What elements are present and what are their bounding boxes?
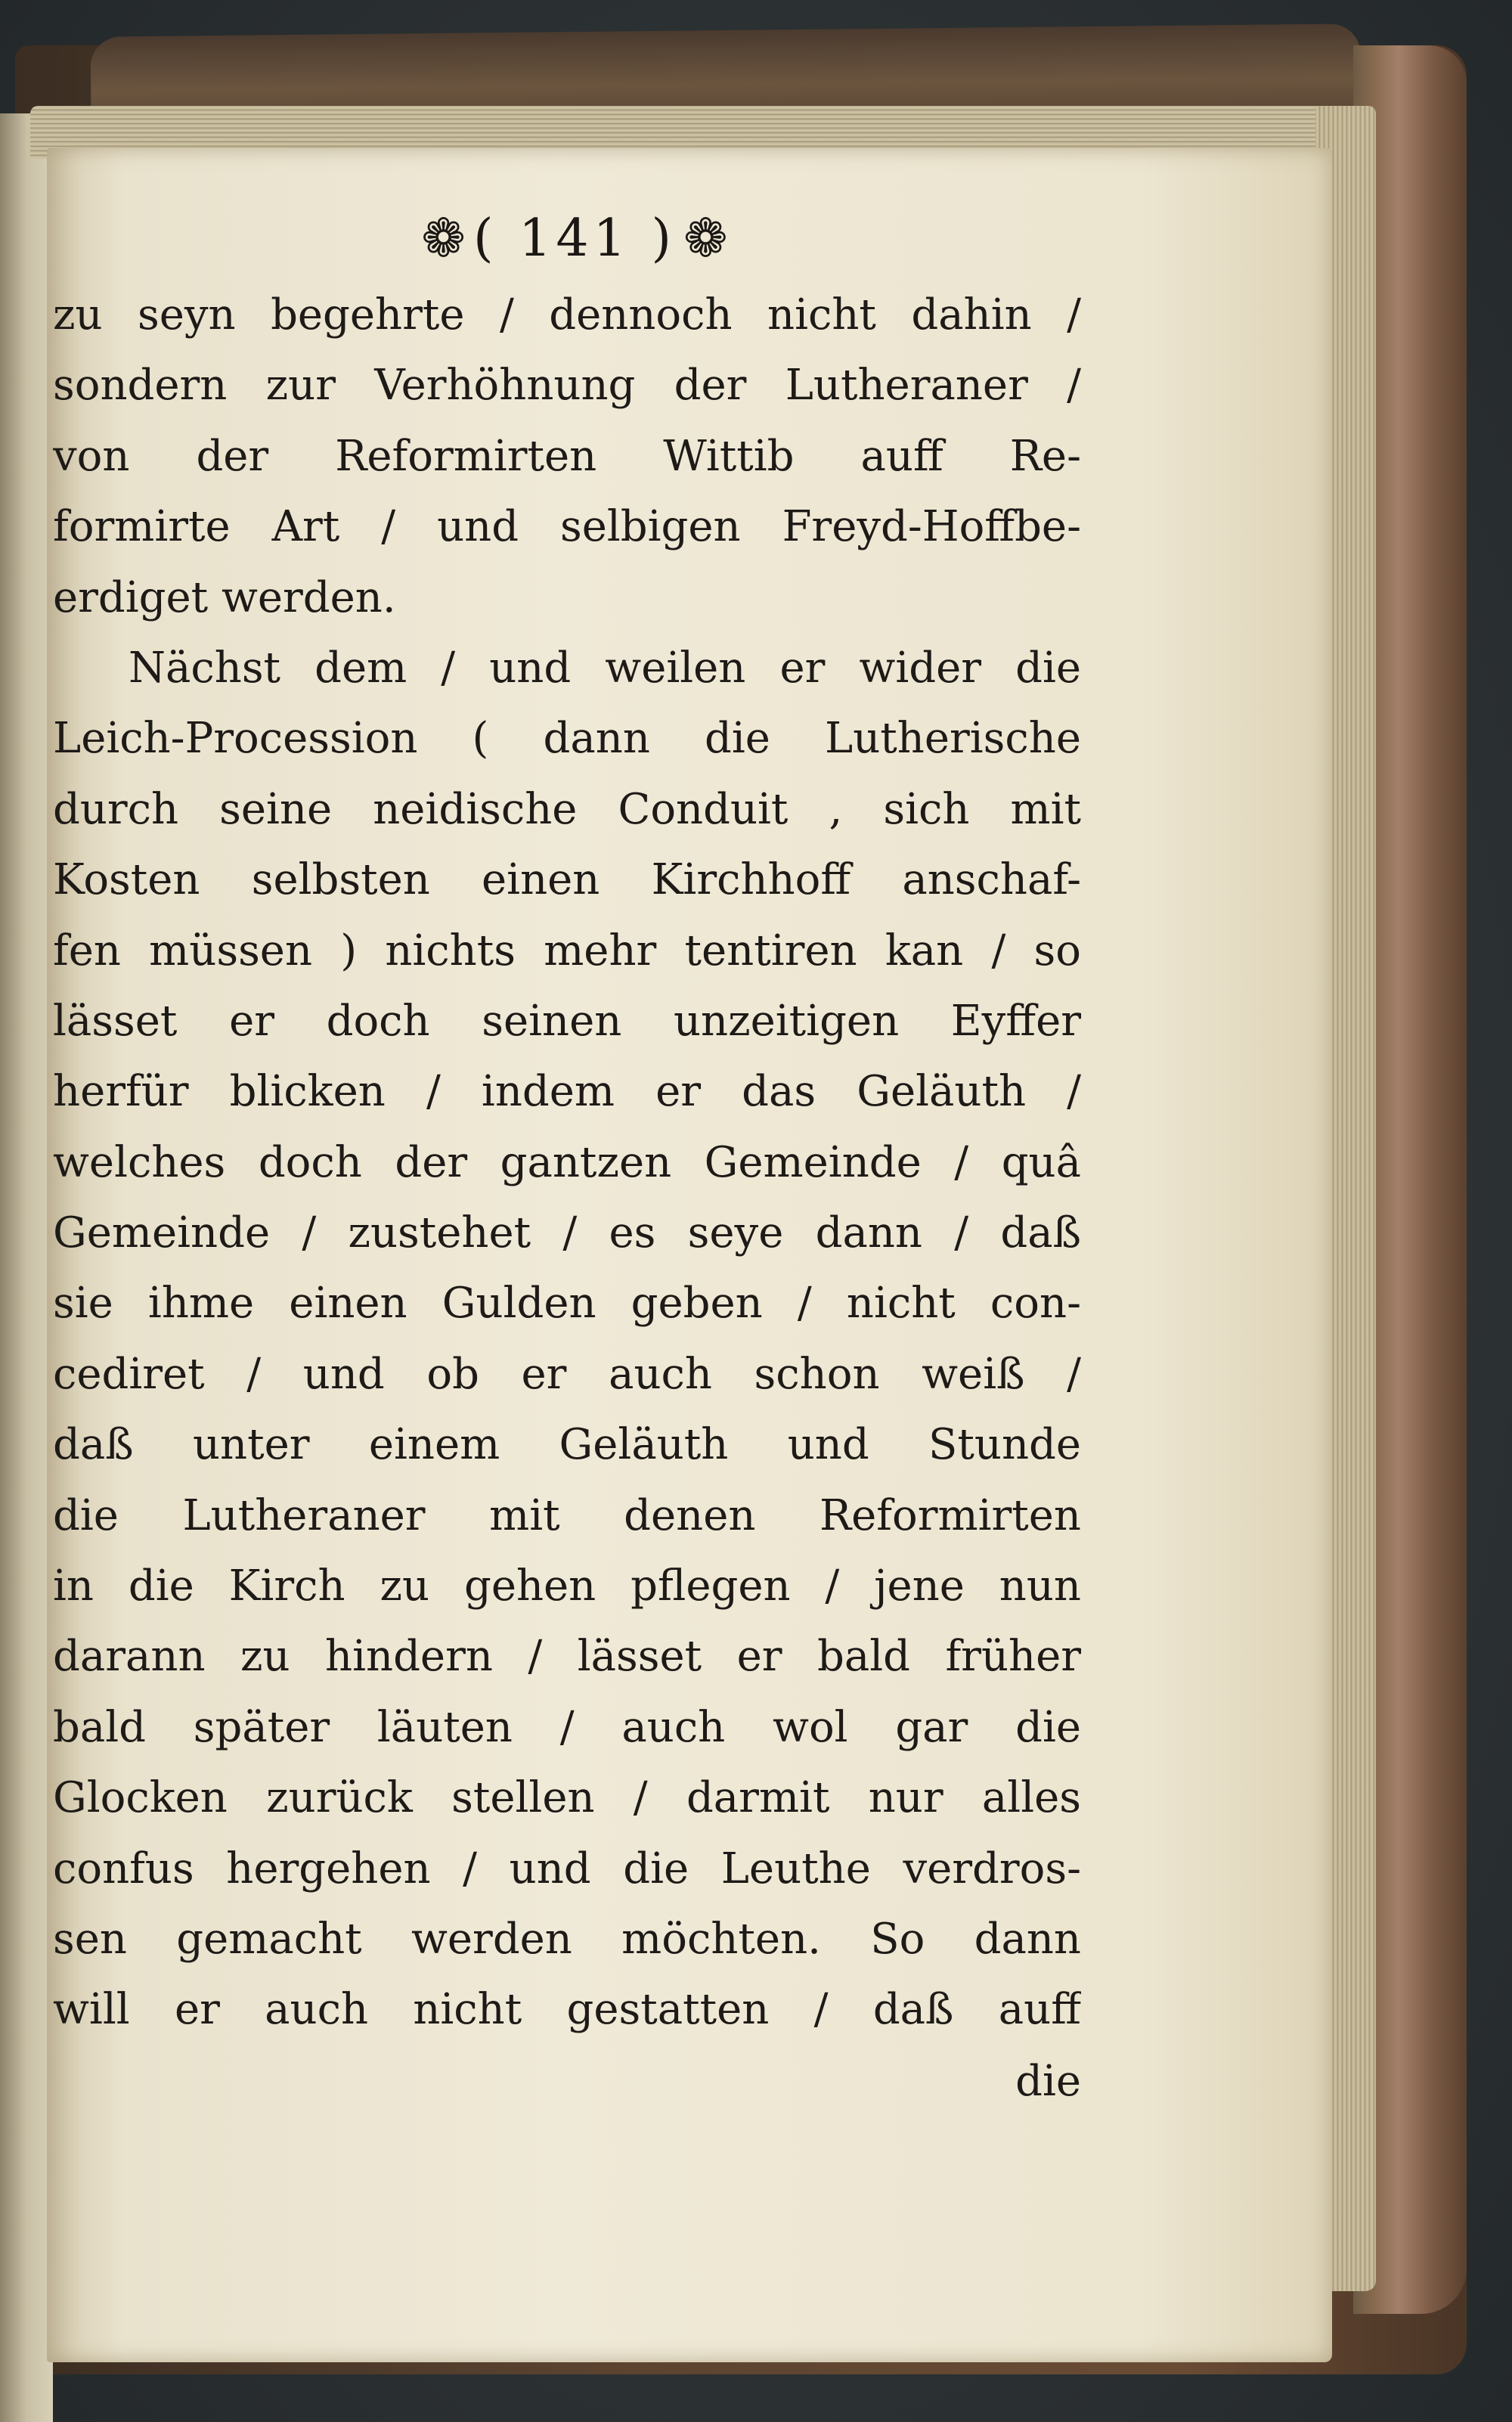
catchword: die xyxy=(1015,2057,1081,2106)
text-line: will er auch nicht gestatten / daß auff xyxy=(53,1985,1081,2035)
text-line: welches doch der gantzen Gemeinde / quâ xyxy=(53,1137,1081,1187)
text-line: in die Kirch zu gehen pflegen / jene nun xyxy=(53,1561,1081,1611)
text-line: formirte Art / und selbigen Freyd-Hoffbe- xyxy=(53,502,1081,552)
page-header xyxy=(363,193,786,284)
text-line: herfür blicken / indem er das Geläuth / xyxy=(53,1067,1081,1117)
text-line: daß unter einem Geläuth und Stunde xyxy=(53,1420,1081,1470)
text-line: fen müssen ) nichts mehr tentiren kan / so xyxy=(53,926,1081,975)
left-page-edge xyxy=(0,113,53,2422)
text-line: darann zu hindern / lässet er bald früher xyxy=(53,1632,1081,1682)
text-line: die Lutheraner mit denen Reformirten xyxy=(53,1490,1081,1540)
text-line: erdiget werden. xyxy=(53,572,396,622)
ornament-left-icon: ❁ xyxy=(421,207,466,269)
text-line: bald später läuten / auch wol gar die xyxy=(53,1702,1081,1752)
text-line: sie ihme einen Gulden geben / nicht con- xyxy=(53,1279,1081,1329)
text-line: lässet er doch seinen unzeitigen Eyffer xyxy=(53,996,1081,1046)
text-line: Kosten selbsten einen Kirchhoff anschaf- xyxy=(53,855,1081,905)
text-line: Nächst dem / und weilen er wider die xyxy=(129,643,1081,693)
text-line: von der Reformirten Wittib auff Re- xyxy=(53,431,1081,481)
text-line: Glocken zurück stellen / darmit nur alles xyxy=(53,1773,1081,1823)
text-line: zu seyn begehrte / dennoch nicht dahin / xyxy=(53,290,1081,340)
text-line: sondern zur Verhöhnung der Lutheraner / xyxy=(53,361,1081,411)
text-line: cediret / und ob er auch schon weiß / xyxy=(53,1349,1081,1399)
text-line: confus hergehen / und die Leuthe verdros- xyxy=(53,1844,1081,1893)
text-line: Gemeinde / zustehet / es seye dann / daß xyxy=(53,1208,1081,1258)
page-number: ( 141 ) xyxy=(472,208,677,268)
ornament-right-icon: ❁ xyxy=(683,207,728,269)
text-line: durch seine neidische Conduit , sich mit xyxy=(53,784,1081,834)
text-line: Leich-Procession ( dann die Lutherische xyxy=(53,714,1081,764)
body-text xyxy=(53,280,1081,2045)
text-line: sen gemacht werden möchten. So dann xyxy=(53,1914,1081,1964)
